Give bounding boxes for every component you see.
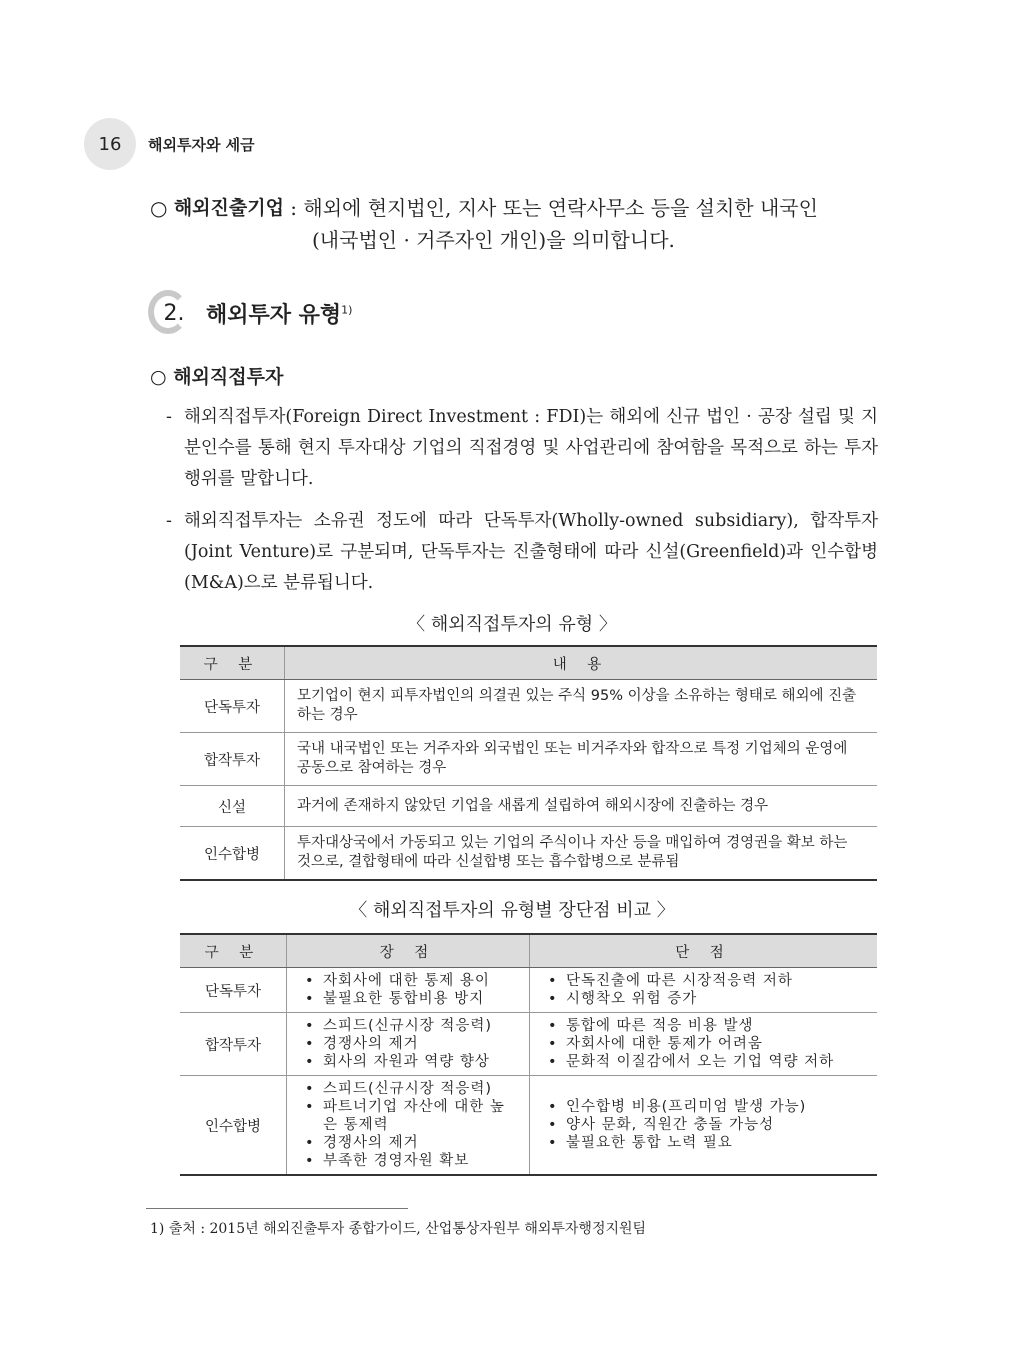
pro-item: • 회사의 자원과 역량 향상	[297, 1053, 519, 1071]
chapter-title: 해외투자와 세금	[148, 135, 255, 154]
con-item: • 문화적 이질감에서 오는 기업 역량 저하	[540, 1053, 867, 1071]
con-item: • 양사 문화, 직원간 충돌 가능성	[540, 1116, 867, 1134]
row-category: 인수합병	[180, 827, 285, 881]
pro-item: • 스피드(신규시장 적응력)	[297, 1080, 519, 1098]
row-category: 단독투자	[180, 968, 287, 1013]
table-caption: 〈 해외직접투자의 유형별 장단점 비교 〉	[349, 900, 675, 921]
cons-cell	[530, 1013, 878, 1076]
row-category: 합작투자	[180, 1013, 287, 1076]
investment-types-table	[180, 645, 877, 881]
subheading: ○ 해외직접투자	[150, 366, 284, 388]
table-caption: 〈 해외직접투자의 유형 〉	[407, 614, 617, 635]
pro-item: • 불필요한 통합비용 방지	[297, 990, 519, 1008]
paragraph-dash: -	[166, 407, 172, 427]
con-item: • 인수합병 비용(프리미엄 발생 가능)	[540, 1098, 867, 1116]
definition-term: 해외진출기업	[173, 197, 284, 219]
cons-cell	[530, 968, 878, 1013]
table-row	[180, 680, 877, 733]
section-heading	[148, 290, 352, 336]
pro-item: • 경쟁사의 제거	[297, 1134, 519, 1152]
footnote-ref: 1)	[341, 303, 353, 317]
con-item: • 시행착오 위험 증가	[540, 990, 867, 1008]
definition-block	[150, 192, 890, 256]
table-row	[180, 786, 877, 827]
definition-text-line1: : 해외에 현지법인, 지사 또는 연락사무소 등을 설치한 내국인	[283, 196, 818, 220]
row-content: 모기업이 현지 피투자법인의 의결권 있는 주식 95% 이상을 소유하는 형태로 해외에 진출하는 경우	[285, 680, 878, 733]
footnote: 1) 출처 : 2015년 해외진출투자 종합가이드, 산업통상자원부 해외투자행정지원팀	[150, 1221, 647, 1237]
row-content: 국내 내국법인 또는 거주자와 외국법인 또는 비거주자와 합작으로 특정 기업체의 운영에 공동으로 참여하는 경우	[285, 733, 878, 786]
row-category: 신설	[180, 786, 285, 827]
pro-item: • 파트너기업 자산에 대한 높은 통제력	[297, 1098, 519, 1134]
page-number: 16	[84, 118, 136, 170]
section-number-badge	[148, 290, 192, 336]
table-row	[180, 968, 877, 1013]
pro-item: • 스피드(신규시장 적응력)	[297, 1017, 519, 1035]
pros-cons-table	[180, 933, 877, 1176]
paragraph-text: 해외직접투자(Foreign Direct Investment : FDI)는 해외에 신규 법인 · 공장 설립 및 지분인수를 통해 현지 투자대상 기업의 직접경영 및 사업관리에 참여함을 목적으로 하는 투자행위를 말합니다.	[184, 407, 878, 489]
column-header: 장 점	[287, 934, 530, 968]
pros-cell	[287, 968, 530, 1013]
con-item: • 자회사에 대한 통제가 어려움	[540, 1035, 867, 1053]
table-row	[180, 1076, 877, 1176]
paragraph-dash: -	[166, 511, 172, 531]
column-header: 구 분	[180, 646, 285, 680]
con-item: • 불필요한 통합 노력 필요	[540, 1134, 867, 1152]
pros-cell	[287, 1076, 530, 1176]
pro-item: • 자회사에 대한 통제 용이	[297, 972, 519, 990]
page-header	[84, 118, 255, 170]
con-item: • 단독진출에 따른 시장적응력 저하	[540, 972, 867, 990]
definition-text-line2: (내국법인 · 거주자인 개인)을 의미합니다.	[312, 228, 675, 252]
paragraph	[166, 506, 878, 599]
row-category: 합작투자	[180, 733, 285, 786]
table-row	[180, 1013, 877, 1076]
paragraph-text: 해외직접투자는 소유권 정도에 따라 단독투자(Wholly-owned subsidiary), 합작투자(Joint Venture)로 구분되며, 단독투자는 진출형태에 따라 신설(Greenfield)과 인수합병(M&A)으로 분류됩니다.	[184, 511, 878, 593]
pro-item: • 경쟁사의 제거	[297, 1035, 519, 1053]
column-header: 단 점	[530, 934, 878, 968]
table-row	[180, 827, 877, 881]
pro-item: • 부족한 경영자원 확보	[297, 1152, 519, 1170]
paragraph	[166, 402, 878, 495]
definition-bullet: ○	[150, 196, 168, 220]
column-header: 내 용	[285, 646, 878, 680]
section-title: 해외투자 유형	[206, 302, 342, 328]
con-item: • 통합에 따른 적응 비용 발생	[540, 1017, 867, 1035]
row-category: 인수합병	[180, 1076, 287, 1176]
row-content: 과거에 존재하지 않았던 기업을 새롭게 설립하여 해외시장에 진출하는 경우	[285, 786, 878, 827]
cons-cell	[530, 1076, 878, 1176]
column-header: 구 분	[180, 934, 287, 968]
pros-cell	[287, 1013, 530, 1076]
row-category: 단독투자	[180, 680, 285, 733]
row-content: 투자대상국에서 가동되고 있는 기업의 주식이나 자산 등을 매입하여 경영권을 확보 하는 것으로, 결합형태에 따라 신설합병 또는 흡수합병으로 분류됨	[285, 827, 878, 881]
section-number: 2.	[163, 300, 185, 326]
footnote-divider	[146, 1208, 408, 1209]
table-row	[180, 733, 877, 786]
